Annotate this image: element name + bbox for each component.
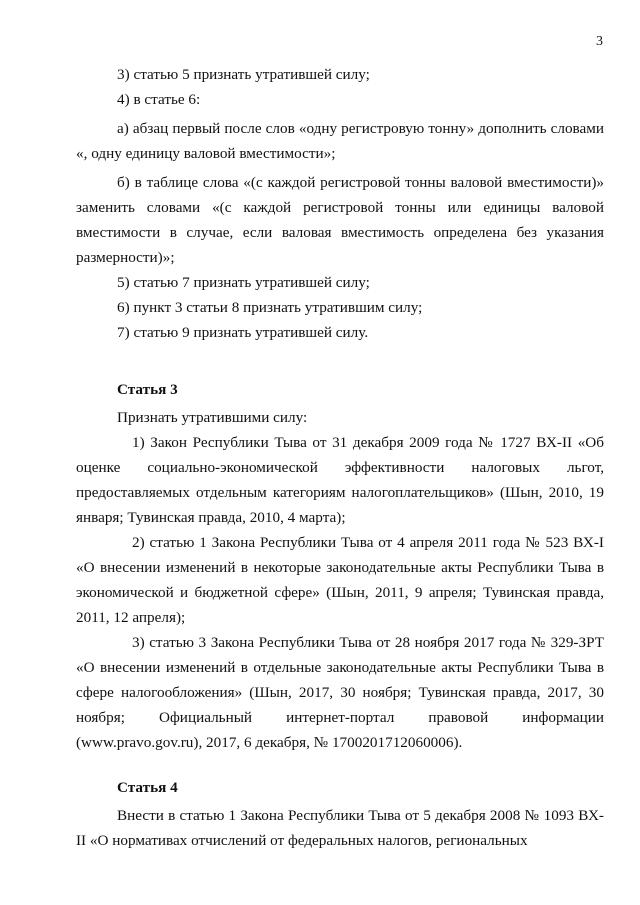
article-3-item-1: 1) Закон Республики Тыва от 31 декабря 2009 года № 1727 ВХ-II «Об оценке социально-экономической эффективности налоговых льгот, предоставляемых отдельным категориям налогоплательщиков» (Шын, 2010, 19 января; Тувинская правда, 2010, 4 марта);	[76, 434, 604, 526]
section-spacer	[76, 755, 604, 775]
document-body	[76, 62, 604, 853]
article-3-heading: Статья 3	[117, 381, 178, 398]
page-number: 3	[596, 34, 603, 49]
paragraph-item-3: 3) статью 5 признать утратившей силу;	[117, 66, 370, 83]
section-spacer	[76, 345, 604, 377]
paragraph-item-4b: б) в таблице слова «(с каждой регистровой тонны валовой вместимости)» заменить словами «(с каждой регистровой тонны или единицы валовой вместимости в случае, если валовая вместимость определена без указания размерности)»;	[76, 174, 604, 266]
article-3-intro: Признать утратившими силу:	[117, 409, 308, 426]
article-4-text: Внести в статью 1 Закона Республики Тыва от 5 декабря 2008 № 1093 ВХ-II «О нормативах отчислений от федеральных налогов, региональных	[76, 807, 604, 849]
article-3-item-3: 3) статью 3 Закона Республики Тыва от 28 ноября 2017 года № 329-ЗРТ «О внесении изменений в отдельные законодательные акты Республики Тыва в сфере налогообложения» (Шын, 2017, 30 ноября; Тувинская правда, 2017, 30 ноября; Официальный интернет-портал правовой информации (www.pravo.gov.ru), 2017, 6 декабря, № 1700201712060006).	[76, 634, 604, 751]
paragraph-item-7: 7) статью 9 признать утратившей силу.	[117, 324, 369, 341]
paragraph-item-4: 4) в статье 6:	[117, 91, 201, 108]
paragraph-item-5: 5) статью 7 признать утратившей силу;	[117, 274, 370, 291]
paragraph-item-6: 6) пункт 3 статьи 8 признать утратившим силу;	[117, 299, 423, 316]
article-3-item-2: 2) статью 1 Закона Республики Тыва от 4 апреля 2011 года № 523 ВХ-I «О внесении изменений в некоторые законодательные акты Республики Тыва в экономической и бюджетной сфере» (Шын, 2011, 9 апреля; Тувинская правда, 2011, 12 апреля);	[76, 534, 604, 626]
article-4-heading: Статья 4	[117, 779, 178, 796]
paragraph-item-4a: а) абзац первый после слов «одну регистровую тонну» дополнить словами «, одну единицу валовой вместимости»;	[76, 120, 604, 162]
